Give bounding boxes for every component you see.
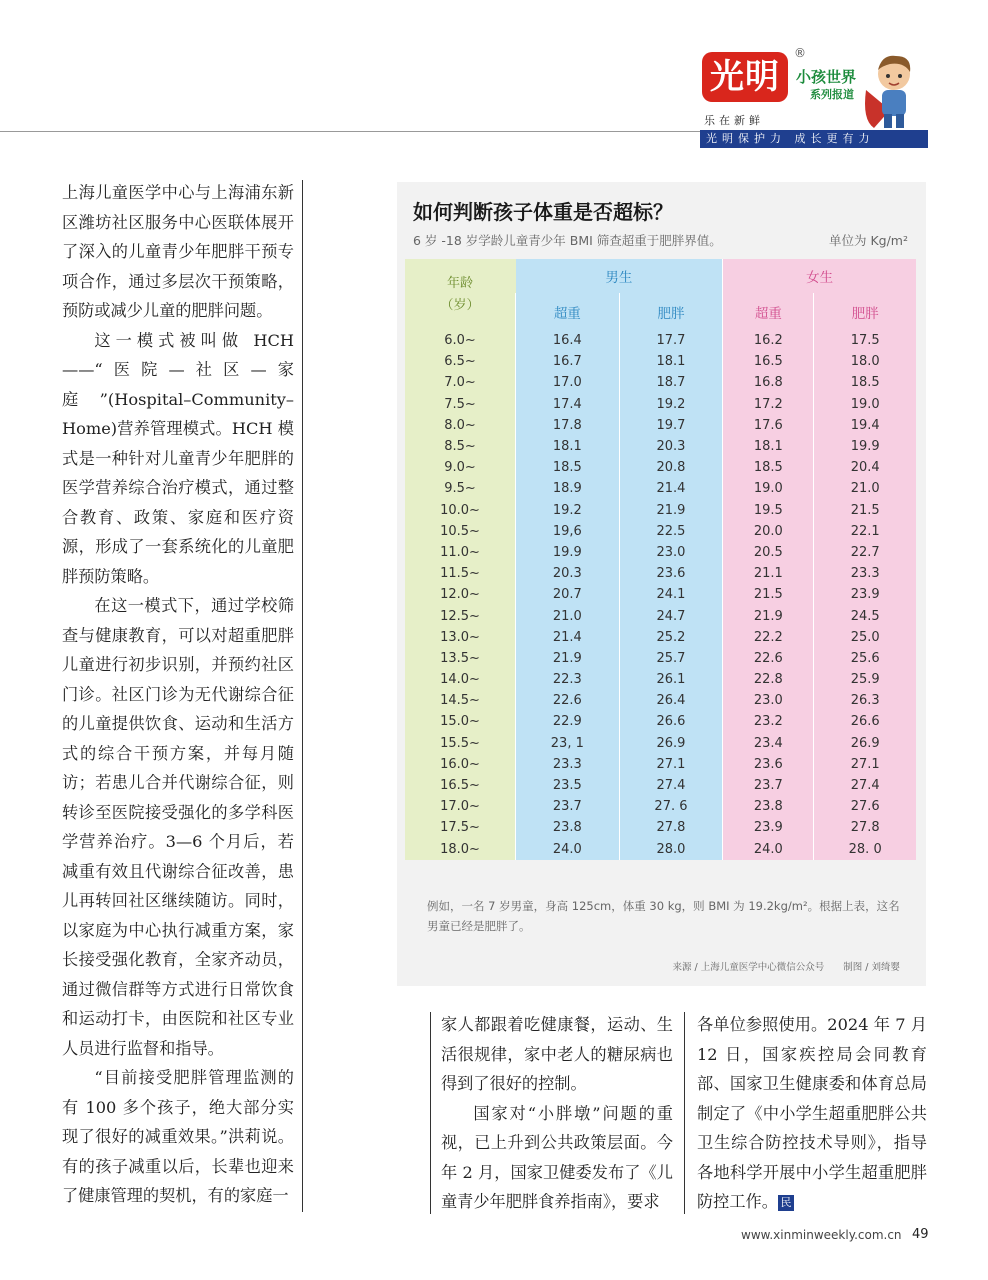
table-row (405, 330, 916, 351)
cell-girls-overweight: 22.8 (723, 669, 814, 690)
paragraph-1: 上海儿童医学中心与上海浦东新区潍坊社区服务中心医联体展开了深入的儿童青少年肥胖干预专项合作，通过多层次干预策略，预防或减少儿童的肥胖问题。 (62, 183, 294, 320)
cell-age: 12.0~ (405, 584, 516, 605)
cell-boys-obese: 25.2 (619, 627, 723, 648)
cell-age: 6.5~ (405, 351, 516, 372)
slogan-bar: 光明保护力 成长更有力 (700, 130, 928, 148)
cell-boys-obese: 21.4 (619, 478, 723, 499)
cell-boys-overweight: 21.0 (516, 605, 620, 626)
table-row (405, 415, 916, 436)
cell-girls-obese: 17.5 (814, 330, 916, 351)
cell-girls-obese: 18.0 (814, 351, 916, 372)
cell-boys-overweight: 22.9 (516, 711, 620, 732)
cell-age: 12.5~ (405, 605, 516, 626)
cell-age: 17.0~ (405, 796, 516, 817)
series-subtitle: 系列报道 (810, 88, 854, 101)
cell-age: 6.0~ (405, 330, 516, 351)
cell-age: 11.0~ (405, 542, 516, 563)
footer-url: www.xinminweekly.com.cn (741, 1228, 902, 1242)
cell-boys-obese: 27.4 (619, 775, 723, 796)
cell-girls-obese: 21.0 (814, 478, 916, 499)
table-row (405, 627, 916, 648)
cell-age: 18.0~ (405, 839, 516, 860)
cell-age: 14.0~ (405, 669, 516, 690)
cell-girls-obese: 26.6 (814, 711, 916, 732)
end-mark-icon: 民 (778, 1195, 794, 1211)
cell-age: 14.5~ (405, 690, 516, 711)
mid-article-column (441, 1010, 673, 1217)
cell-girls-overweight: 21.9 (723, 605, 814, 626)
cell-boys-overweight: 23.7 (516, 796, 620, 817)
cell-girls-obese: 27.1 (814, 754, 916, 775)
cell-boys-overweight: 20.3 (516, 563, 620, 584)
infographic-subtitle: 6 岁 -18 岁学龄儿童青少年 BMI 筛查超重于肥胖界值。 (413, 233, 722, 248)
table-row (405, 648, 916, 669)
cell-age: 8.5~ (405, 436, 516, 457)
paragraph-5: 家人都跟着吃健康餐，运动、生活很规律，家中老人的糖尿病也得到了很好的控制。 (441, 1015, 673, 1093)
cell-girls-overweight: 23.0 (723, 690, 814, 711)
cell-boys-obese: 19.2 (619, 394, 723, 415)
cell-age: 13.0~ (405, 627, 516, 648)
cell-boys-overweight: 17.4 (516, 394, 620, 415)
table-row (405, 711, 916, 732)
cell-boys-obese: 22.5 (619, 521, 723, 542)
cell-boys-overweight: 18.9 (516, 478, 620, 499)
series-title: 小孩世界 (796, 68, 857, 86)
cell-girls-obese: 27.6 (814, 796, 916, 817)
column-divider-mid-right (684, 1012, 685, 1214)
cell-girls-obese: 24.5 (814, 605, 916, 626)
page-number: 49 (912, 1227, 929, 1242)
bmi-table-body (405, 330, 916, 860)
cell-girls-obese: 19.4 (814, 415, 916, 436)
cell-boys-overweight: 20.7 (516, 584, 620, 605)
header-age: 年龄 （岁） (405, 259, 516, 330)
paragraph-7 (697, 1010, 927, 1217)
cell-girls-overweight: 18.1 (723, 436, 814, 457)
cell-boys-obese: 28.0 (619, 839, 723, 860)
cell-girls-overweight: 20.5 (723, 542, 814, 563)
registered-mark: ® (794, 46, 806, 60)
cell-age: 17.5~ (405, 817, 516, 838)
cell-girls-obese: 25.6 (814, 648, 916, 669)
cell-age: 8.0~ (405, 415, 516, 436)
cell-boys-obese: 23.0 (619, 542, 723, 563)
header-boys: 男生 (516, 259, 723, 293)
cell-boys-obese: 24.1 (619, 584, 723, 605)
cell-boys-overweight: 16.7 (516, 351, 620, 372)
header-rule (0, 131, 700, 132)
cell-girls-obese: 22.7 (814, 542, 916, 563)
cell-girls-overweight: 23.9 (723, 817, 814, 838)
guangming-logo: 光明 (702, 52, 788, 102)
cell-age: 16.0~ (405, 754, 516, 775)
cell-girls-obese: 19.0 (814, 394, 916, 415)
bmi-table (405, 259, 916, 860)
cell-boys-obese: 26.4 (619, 690, 723, 711)
table-row (405, 521, 916, 542)
table-row (405, 351, 916, 372)
cell-age: 9.5~ (405, 478, 516, 499)
boy-mascot-icon (860, 50, 924, 130)
cell-boys-overweight: 23, 1 (516, 733, 620, 754)
header-girls-obese: 肥胖 (814, 293, 916, 330)
cell-girls-overweight: 17.2 (723, 394, 814, 415)
cell-age: 7.0~ (405, 372, 516, 393)
cell-girls-obese: 25.0 (814, 627, 916, 648)
cell-age: 13.5~ (405, 648, 516, 669)
cell-girls-obese: 19.9 (814, 436, 916, 457)
cell-boys-obese: 27. 6 (619, 796, 723, 817)
column-divider-left (302, 180, 303, 1212)
paragraph-2: 这一模式被叫做 HCH——“医院—社区—家庭”(Hospital–Community–Home)营养管理模式。HCH 模式是一种针对儿童青少年肥胖的医学营养综合治疗模式，通过整合教育、政策、家庭和医疗资源，形成了一套系统化的儿童肥胖预防策略。 (62, 330, 294, 586)
cell-boys-obese: 20.8 (619, 457, 723, 478)
cell-boys-overweight: 19,6 (516, 521, 620, 542)
cell-age: 11.5~ (405, 563, 516, 584)
cell-age: 15.0~ (405, 711, 516, 732)
paragraph-6: 国家对“小胖墩”问题的重视，已上升到公共政策层面。今年 2 月，国家卫健委发布了《儿童青少年肥胖食养指南》，要求 (441, 1103, 673, 1211)
cell-boys-obese: 20.3 (619, 436, 723, 457)
cell-boys-overweight: 23.5 (516, 775, 620, 796)
cell-girls-overweight: 23.8 (723, 796, 814, 817)
table-row (405, 542, 916, 563)
cell-girls-obese: 22.1 (814, 521, 916, 542)
table-row (405, 839, 916, 860)
cell-girls-overweight: 23.2 (723, 711, 814, 732)
cell-girls-obese: 27.4 (814, 775, 916, 796)
cell-age: 10.0~ (405, 500, 516, 521)
cell-age: 9.0~ (405, 457, 516, 478)
cell-girls-obese: 28. 0 (814, 839, 916, 860)
cell-girls-overweight: 23.6 (723, 754, 814, 775)
cell-boys-obese: 26.9 (619, 733, 723, 754)
infographic-title: 如何判断孩子体重是否超标？ (413, 200, 673, 224)
cell-boys-obese: 17.7 (619, 330, 723, 351)
header-girls: 女生 (723, 259, 916, 293)
table-row (405, 500, 916, 521)
table-row (405, 394, 916, 415)
bmi-infographic (397, 182, 926, 986)
cell-boys-overweight: 17.0 (516, 372, 620, 393)
column-divider-mid-left (430, 1012, 431, 1214)
cell-girls-obese: 27.8 (814, 817, 916, 838)
table-row (405, 690, 916, 711)
cell-girls-overweight: 22.2 (723, 627, 814, 648)
cell-boys-overweight: 21.4 (516, 627, 620, 648)
cell-boys-overweight: 18.5 (516, 457, 620, 478)
cell-girls-overweight: 17.6 (723, 415, 814, 436)
cell-girls-overweight: 16.5 (723, 351, 814, 372)
cell-boys-obese: 27.8 (619, 817, 723, 838)
table-row (405, 436, 916, 457)
cell-girls-overweight: 22.6 (723, 648, 814, 669)
cell-boys-obese: 18.1 (619, 351, 723, 372)
cell-boys-obese: 27.1 (619, 754, 723, 775)
cell-boys-obese: 25.7 (619, 648, 723, 669)
cell-boys-obese: 23.6 (619, 563, 723, 584)
cell-girls-obese: 23.9 (814, 584, 916, 605)
header-girls-overweight: 超重 (723, 293, 814, 330)
table-row (405, 478, 916, 499)
cell-girls-obese: 25.9 (814, 669, 916, 690)
cell-girls-overweight: 21.5 (723, 584, 814, 605)
brand-block (700, 44, 928, 150)
table-row (405, 669, 916, 690)
cell-boys-overweight: 16.4 (516, 330, 620, 351)
table-row (405, 605, 916, 626)
left-article-column (62, 178, 294, 1211)
cell-girls-overweight: 24.0 (723, 839, 814, 860)
cell-boys-obese: 19.7 (619, 415, 723, 436)
cell-age: 16.5~ (405, 775, 516, 796)
table-row (405, 457, 916, 478)
cell-boys-overweight: 24.0 (516, 839, 620, 860)
cell-boys-obese: 24.7 (619, 605, 723, 626)
slogan-text: 乐在新鲜 (704, 114, 764, 127)
cell-boys-overweight: 19.2 (516, 500, 620, 521)
cell-girls-overweight: 19.0 (723, 478, 814, 499)
cell-age: 15.5~ (405, 733, 516, 754)
paragraph-4: “目前接受肥胖管理监测的有 100 多个孩子，绝大部分实现了很好的减重效果。”洪莉说。有的孩子减重以后，长辈也迎来了健康管理的契机，有的家庭一 (62, 1068, 294, 1205)
cell-boys-obese: 26.1 (619, 669, 723, 690)
cell-girls-obese: 18.5 (814, 372, 916, 393)
header-boys-overweight: 超重 (516, 293, 620, 330)
cell-boys-obese: 26.6 (619, 711, 723, 732)
cell-boys-overweight: 17.8 (516, 415, 620, 436)
cell-girls-overweight: 23.4 (723, 733, 814, 754)
right-article-column (697, 1010, 927, 1217)
cell-girls-obese: 23.3 (814, 563, 916, 584)
table-row (405, 754, 916, 775)
cell-boys-overweight: 19.9 (516, 542, 620, 563)
table-row (405, 584, 916, 605)
paragraph-7-text: 各单位参照使用。2024 年 7 月 12 日，国家疾控局会同教育部、国家卫生健康委和体育总局制定了《中小学生超重肥胖公共卫生综合防控技术导则》，指导各地科学开展中小学生超重肥胖防控工作。 (697, 1015, 927, 1211)
cell-girls-overweight: 19.5 (723, 500, 814, 521)
table-row (405, 817, 916, 838)
infographic-source: 来源 / 上海儿童医学中心微信公众号 制图 / 刘绮婴 (672, 962, 900, 973)
cell-girls-overweight: 21.1 (723, 563, 814, 584)
table-row (405, 775, 916, 796)
cell-girls-obese: 26.9 (814, 733, 916, 754)
cell-girls-obese: 20.4 (814, 457, 916, 478)
cell-boys-overweight: 22.6 (516, 690, 620, 711)
cell-age: 7.5~ (405, 394, 516, 415)
table-row (405, 733, 916, 754)
cell-girls-obese: 21.5 (814, 500, 916, 521)
infographic-note: 例如，一名 7 岁男童，身高 125cm，体重 30 kg，则 BMI 为 19.2kg/m²。根据上表，这名男童已经是肥胖了。 (427, 899, 900, 933)
cell-girls-overweight: 23.7 (723, 775, 814, 796)
cell-boys-obese: 18.7 (619, 372, 723, 393)
paragraph-3: 在这一模式下，通过学校筛查与健康教育，可以对超重肥胖儿童进行初步识别，并预约社区门诊。社区门诊为无代谢综合征的儿童提供饮食、运动和生活方式的综合干预方案，并每月随访；若患儿合并代谢综合征，则转诊至医院接受强化的多学科医学营养治疗。3—6 个月后，若减重有效且代谢综合征改善，患儿再转回社区继续随访。同时，以家庭为中心执行减重方案，家长接受强化教育，全家齐动员，通过微信群等方式进行日常饮食和运动打卡，由医院和社区专业人员进行监督和指导。 (62, 596, 294, 1058)
cell-girls-overweight: 20.0 (723, 521, 814, 542)
header-boys-obese: 肥胖 (619, 293, 723, 330)
cell-boys-overweight: 22.3 (516, 669, 620, 690)
cell-boys-overweight: 23.8 (516, 817, 620, 838)
table-row (405, 563, 916, 584)
infographic-unit: 单位为 Kg/m² (828, 233, 908, 248)
table-row (405, 372, 916, 393)
cell-age: 10.5~ (405, 521, 516, 542)
cell-boys-overweight: 18.1 (516, 436, 620, 457)
cell-boys-overweight: 23.3 (516, 754, 620, 775)
cell-girls-obese: 26.3 (814, 690, 916, 711)
table-row (405, 796, 916, 817)
cell-girls-overweight: 16.2 (723, 330, 814, 351)
cell-boys-obese: 21.9 (619, 500, 723, 521)
cell-boys-overweight: 21.9 (516, 648, 620, 669)
cell-girls-overweight: 16.8 (723, 372, 814, 393)
cell-girls-overweight: 18.5 (723, 457, 814, 478)
